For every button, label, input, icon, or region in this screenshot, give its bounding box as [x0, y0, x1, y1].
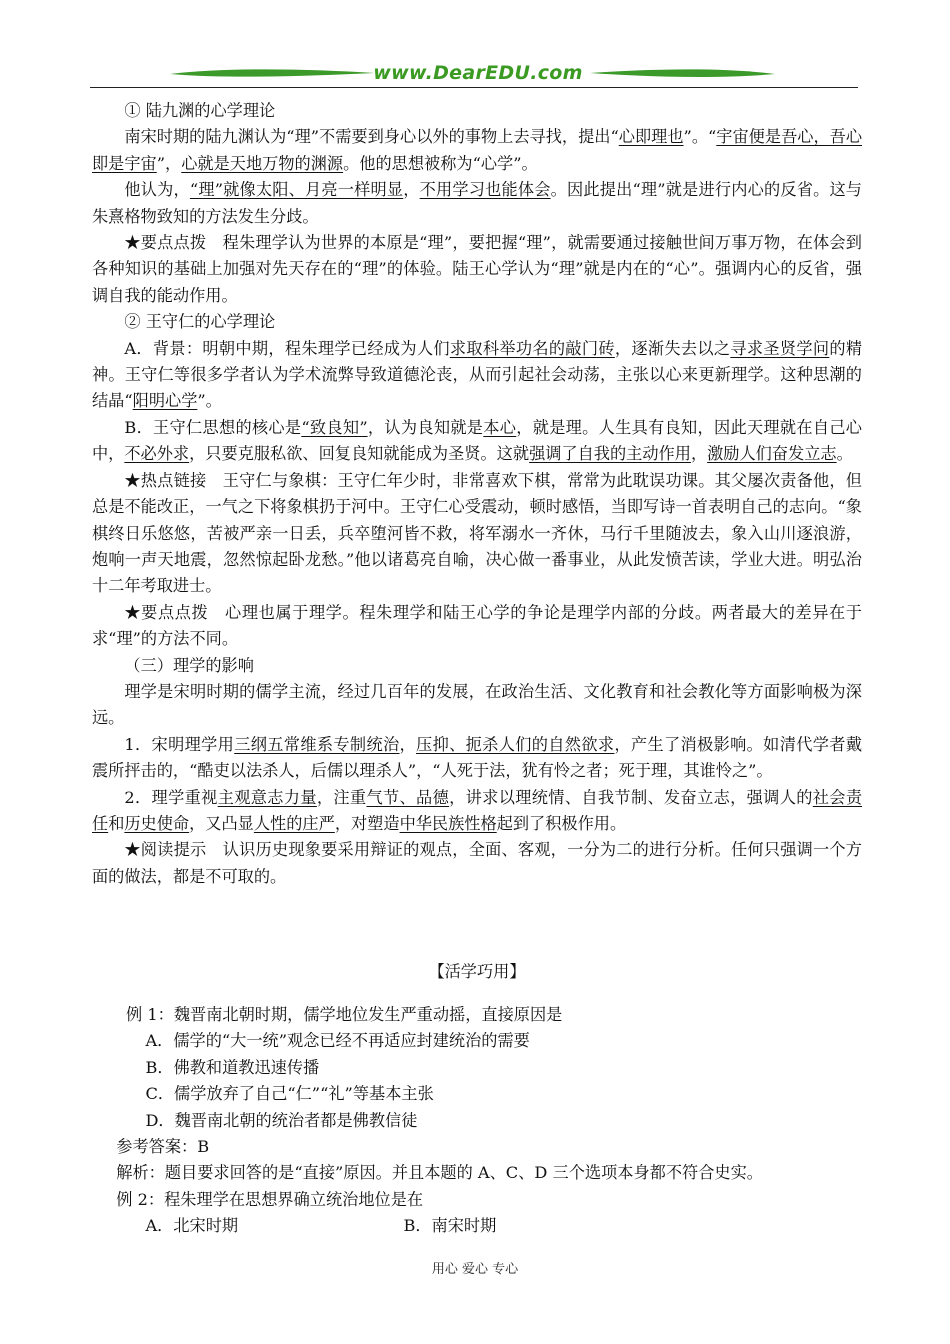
paragraph: A．背景：明朝中期，程朱理学已经成为人们求取科举功名的敲门砖，逐渐失去以之寻求圣贤学问的精神。王守仁等很多学者认为学术流弊导致道德沦丧，从而引起社会动荡，主张以心来更新理学。这种思潮的结晶“阳明心学”。 [92, 338, 863, 411]
page-header [90, 58, 858, 92]
hot-topic-note: ★热点链接 王守仁与象棋：王守仁年少时，非常喜欢下棋，常常为此耽误功课。其父屡次责备他，但总是不能改正，一气之下将象棋扔于河中。王守仁心受震动，顿时感悟，当即写诗一首表明自己的志向。“象棋终日乐悠悠，苦被严亲一日丢，兵卒堕河皆不救，将军溺水一齐休，马行千里随波去，象入山川逐浪游，炮响一声天地震，忽然惊起卧龙愁。”他以诸葛亮自喻，决心做一番事业，从此发愤苦读，学业大进。明弘治十二年考取进士。 [92, 470, 862, 596]
option-d: D．魏晋南北朝的统治者都是佛教信徒 [145, 1110, 418, 1130]
paragraph: 理学是宋明时期的儒学主流，经过几百年的发展，在政治生活、文化教育和社会教化等方面影响极为深远。 [92, 681, 862, 728]
example-2-question: 例 2：程朱理学在思想界确立统治地位是在 [116, 1189, 424, 1209]
left-swoosh-decoration [170, 67, 375, 81]
document-body [92, 98, 862, 1240]
right-swoosh-decoration [590, 67, 775, 81]
option-a: A．儒学的“大一统”观念已经不再适应封建统治的需要 [145, 1031, 530, 1051]
paragraph: 南宋时期的陆九渊认为“理”不需要到身心以外的事物上去寻找，提出“心即理也”。“宇宙便是吾心，吾心即是宇宙”，心就是天地万物的渊源。他的思想被称为“心学”。 [92, 127, 863, 173]
example-2-options [92, 1213, 862, 1239]
paragraph: B．王守仁思想的核心是“致良知”，认为良知就是本心，就是理。人生具有良知，因此天理就在自己心中，不必外求，只要克服私欲、回复良知就能成为圣贤。这就强调了自我的主动作用，激励人们奋发立志。 [92, 417, 862, 464]
reference-answer: 参考答案：B [116, 1137, 210, 1156]
paragraph: 1．宋明理学用三纲五常维系专制统治，压抑、扼杀人们的自然欲求，产生了消极影响。如清代学者戴震所抨击的，“酷吏以法杀人，后儒以理杀人”，“人死于法，犹有怜之者；死于理，其谁怜之”。 [92, 734, 863, 781]
section-heading-lu-jiuyuan: ① 陆九渊的心学理论 [124, 101, 276, 120]
key-point-note: ★要点点拨 心理也属于理学。程朱理学和陆王心学的争论是理学内部的分歧。两者最大的差异在于求“理”的方法不同。 [92, 602, 862, 649]
section-heading-wang-shouren: ② 王守仁的心学理论 [124, 312, 276, 332]
paragraph: 2．理学重视主观意志力量，注重气节、品德，讲求以理统情、自我节制、发奋立志，强调人的社会责任和历史使命，又凸显人性的庄严，对塑造中华民族性格起到了积极作用。 [92, 787, 863, 833]
header-divider [90, 87, 858, 88]
site-logo: www.DearEDU.com [373, 62, 583, 84]
paragraph: 他认为，“理”就像太阳、月亮一样明显，不用学习也能体会。因此提出“理”就是进行内心的反省。这与朱熹格物致知的方法发生分歧。 [92, 180, 862, 226]
option-c: C．儒学放弃了自己“仁”“礼”等基本主张 [145, 1084, 434, 1104]
option-a: A．北宋时期 [145, 1216, 239, 1236]
section-heading-influence: （三）理学的影响 [124, 655, 254, 675]
option-b: B．佛教和道教迅速传播 [145, 1057, 320, 1077]
analysis: 解析：题目要求回答的是“直接”原因。并且本题的 A、C、D 三个选项本身都不符合史实。 [116, 1163, 763, 1183]
reading-tip-note: ★阅读提示 认识历史现象要采用辩证的观点，全面、客观，一分为二的进行分析。任何只强调一个方面的做法，都是不可取的。 [92, 840, 862, 886]
example-1-question: 例 1：魏晋南北朝时期，儒学地位发生严重动摇，直接原因是 [126, 1004, 563, 1024]
page-footer: 用心 爱心 专心 [431, 1262, 519, 1277]
practice-heading: 【活学巧用】 [428, 962, 526, 982]
key-point-note: ★要点点拨 程朱理学认为世界的本原是“理”，要把握“理”，就需要通过接触世间万事万物，在体会到各种知识的基础上加强对先天存在的“理”的体验。陆王心学认为“理”就是内在的“心”。强调内心的反省，强调自我的能动作用。 [92, 233, 862, 305]
option-b: B．南宋时期 [403, 1216, 497, 1236]
